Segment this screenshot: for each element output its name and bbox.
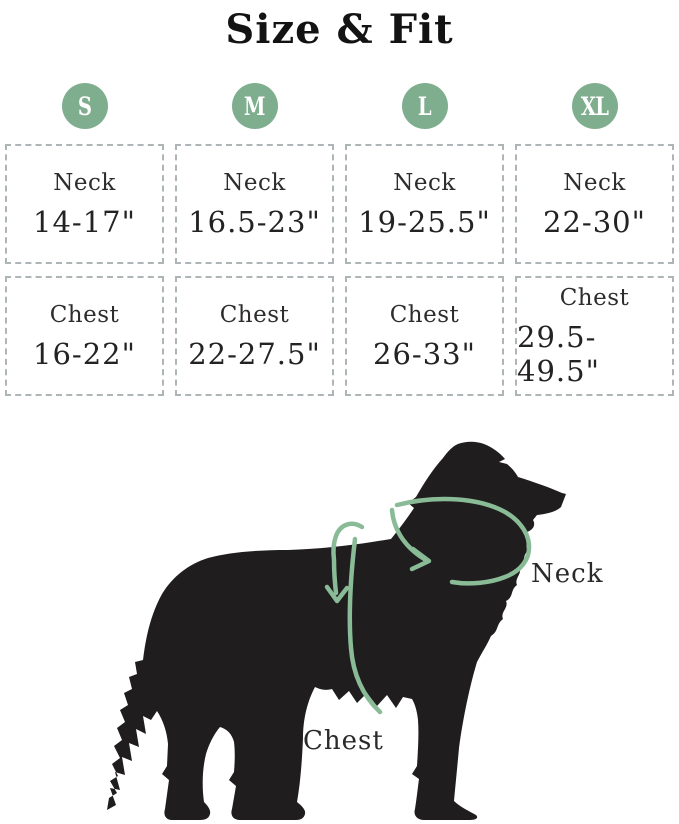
- dog-silhouette: [107, 442, 566, 820]
- chest-box-s-title: Chest: [49, 301, 120, 328]
- size-badge-xl-label: XL: [580, 91, 609, 121]
- chest-box-m-title: Chest: [219, 301, 290, 328]
- chest-box-xl-title: Chest: [559, 284, 630, 311]
- neck-box-m-range: 16.5-23": [188, 204, 321, 239]
- neck-box-xl: [515, 144, 674, 264]
- badge-cell-s: [5, 83, 164, 129]
- neck-box-s: [5, 144, 164, 264]
- neck-measurements-row: [0, 144, 679, 264]
- chest-box-l: [345, 276, 504, 396]
- neck-box-m: [175, 144, 334, 264]
- size-badge-m-label: M: [244, 91, 265, 121]
- size-badge-m: [232, 83, 278, 129]
- chest-measurements-row: [0, 276, 679, 396]
- size-badge-l: [402, 83, 448, 129]
- chest-box-l-title: Chest: [389, 301, 460, 328]
- size-badge-s: [62, 83, 108, 129]
- neck-box-l-title: Neck: [393, 169, 456, 196]
- chest-box-xl-range: 29.5-49.5": [517, 319, 600, 388]
- size-badge-xl: [572, 83, 618, 129]
- neck-box-s-range: 14-17": [33, 204, 136, 239]
- chest-box-m-range: 22-27.5": [188, 336, 321, 371]
- badge-cell-xl: [515, 83, 674, 129]
- size-badge-l-label: L: [418, 91, 431, 121]
- chest-box-s: [5, 276, 164, 396]
- chest-box-s-range: 16-22": [33, 336, 136, 371]
- chest-box-xl: [515, 276, 674, 396]
- neck-box-xl-range: 22-30": [543, 204, 646, 239]
- chest-box-m: [175, 276, 334, 396]
- chest-label: Chest: [303, 726, 384, 756]
- neck-label: Neck: [531, 559, 604, 589]
- badge-cell-m: [175, 83, 334, 129]
- neck-box-m-title: Neck: [223, 169, 286, 196]
- size-badge-row: [0, 83, 679, 129]
- badge-cell-l: [345, 83, 504, 129]
- neck-box-l-range: 19-25.5": [358, 204, 491, 239]
- dog-measurement-diagram: [0, 398, 679, 822]
- neck-box-xl-title: Neck: [563, 169, 626, 196]
- size-badge-s-label: S: [77, 91, 92, 121]
- neck-box-s-title: Neck: [53, 169, 116, 196]
- neck-box-l: [345, 144, 504, 264]
- chest-box-l-range: 26-33": [373, 336, 476, 371]
- page-title: Size & Fit: [225, 6, 454, 53]
